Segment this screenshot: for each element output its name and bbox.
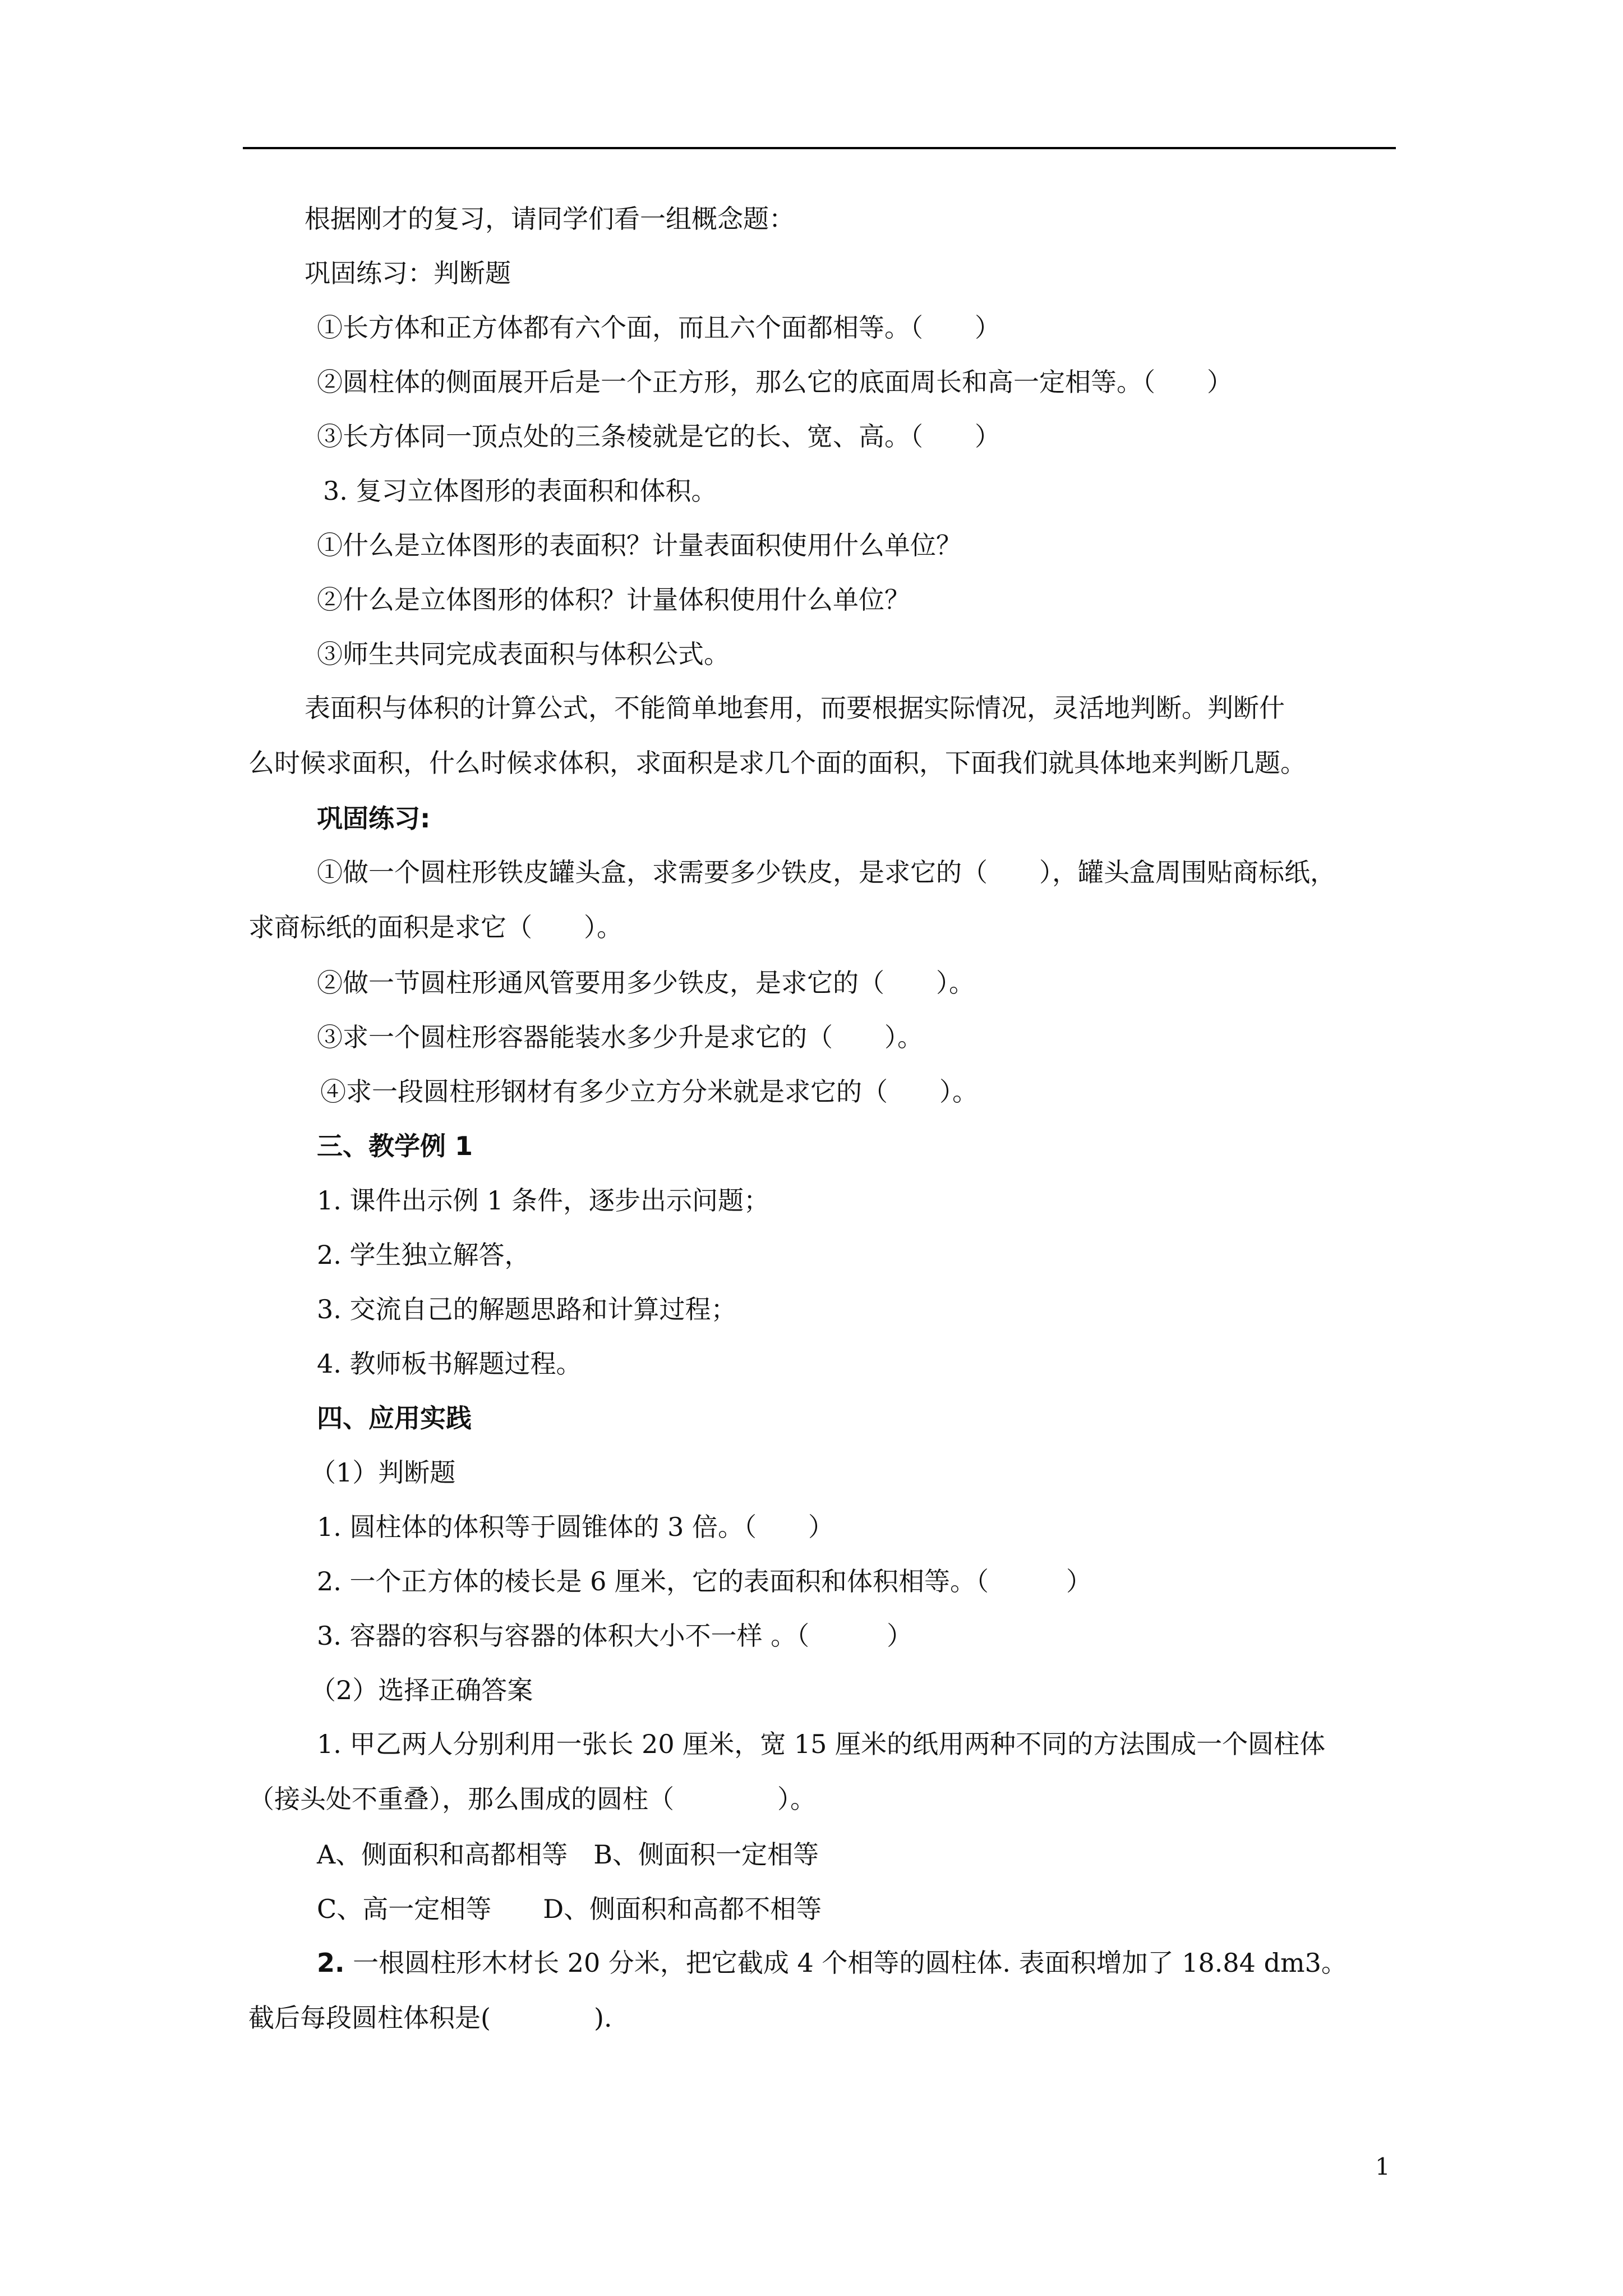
subsection-heading: （2）选择正确答案 xyxy=(310,1675,533,1705)
intro-line: 根据刚才的复习，请同学们看一组概念题： xyxy=(305,204,795,234)
step-item: 3. 交流自己的解题思路和计算过程； xyxy=(317,1294,737,1324)
judge-item: 2. 一个正方体的棱长是 6 厘米，它的表面积和体积相等。（ ） xyxy=(317,1566,1092,1596)
exercise-heading: 巩固练习：判断题 xyxy=(305,258,511,288)
judge-item: ②圆柱体的侧面展开后是一个正方形，那么它的底面周长和高一定相等。（ ） xyxy=(317,367,1233,397)
document-body xyxy=(248,202,1398,2056)
review-item: ①什么是立体图形的表面积？计量表面积使用什么单位？ xyxy=(317,530,962,560)
question-line: 求商标纸的面积是求它（ ）。 xyxy=(248,912,623,942)
step-item: 4. 教师板书解题过程。 xyxy=(317,1349,582,1379)
judge-item: 1. 圆柱体的体积等于圆锥体的 3 倍。（ ） xyxy=(317,1512,834,1542)
practice-item: ④求一段圆柱形钢材有多少立方分米就是求它的（ ）。 xyxy=(320,1076,978,1107)
subsection-heading: （1）判断题 xyxy=(310,1457,456,1488)
judge-item: ③长方体同一顶点处的三条棱就是它的长、宽、高。（ ） xyxy=(317,421,1000,452)
question-line: ①做一个圆柱形铁皮罐头盒，求需要多少铁皮，是求它的（ ），罐头盒周围贴商标纸， xyxy=(317,857,1336,887)
practice-item: ②做一节圆柱形通风管要用多少铁皮，是求它的（ ）。 xyxy=(317,968,975,998)
question-text: 一根圆柱形木材长 20 分米，把它截成 4 个相等的圆柱体. 表面积增加了 18.84 dm3。 xyxy=(344,1948,1347,1978)
answer-options: C、高一定相等 D、侧面积和高都不相等 xyxy=(317,1894,822,1924)
question-line: 截后每段圆柱体积是( ). xyxy=(248,2003,612,2033)
review-heading: 3. 复习立体图形的表面积和体积。 xyxy=(323,476,717,506)
practice-heading: 巩固练习: xyxy=(317,803,431,834)
question-number: 2. xyxy=(317,1948,345,1978)
section-heading: 四、应用实践 xyxy=(317,1403,472,1433)
section-heading: 三、教学例 1 xyxy=(317,1131,473,1161)
review-item: ②什么是立体图形的体积？计量体积使用什么单位？ xyxy=(317,585,910,615)
practice-question xyxy=(248,845,1398,955)
paragraph-line: 表面积与体积的计算公式，不能简单地套用，而要根据实际情况，灵活地判断。判断什 xyxy=(305,693,1285,723)
explanation-paragraph xyxy=(248,680,1398,790)
choice-question xyxy=(248,1717,1398,1826)
question-line: （接头处不重叠），那么围成的圆柱（ ）。 xyxy=(248,1784,816,1814)
question-line xyxy=(248,1935,1398,1990)
practice-item: ③求一个圆柱形容器能装水多少升是求它的（ ）。 xyxy=(317,1022,923,1052)
choice-question xyxy=(248,1935,1398,2045)
step-item: 1. 课件出示例 1 条件，逐步出示问题； xyxy=(317,1185,770,1216)
header-rule xyxy=(243,147,1396,149)
answer-options: A、侧面积和高都相等 B、侧面积一定相等 xyxy=(317,1839,819,1870)
judge-item: 3. 容器的容积与容器的体积大小不一样 。（ ） xyxy=(317,1621,913,1651)
review-item: ③师生共同完成表面积与体积公式。 xyxy=(317,639,730,669)
judge-item: ①长方体和正方体都有六个面，而且六个面都相等。（ ） xyxy=(317,312,1000,343)
page-number: 1 xyxy=(1375,2153,1390,2180)
paragraph-line: 么时候求面积，什么时候求体积，求面积是求几个面的面积，下面我们就具体地来判断几题。 xyxy=(248,748,1306,778)
step-item: 2. 学生独立解答， xyxy=(317,1240,531,1270)
question-line: 1. 甲乙两人分别利用一张长 20 厘米，宽 15 厘米的纸用两种不同的方法围成一个圆柱体 xyxy=(317,1729,1326,1759)
